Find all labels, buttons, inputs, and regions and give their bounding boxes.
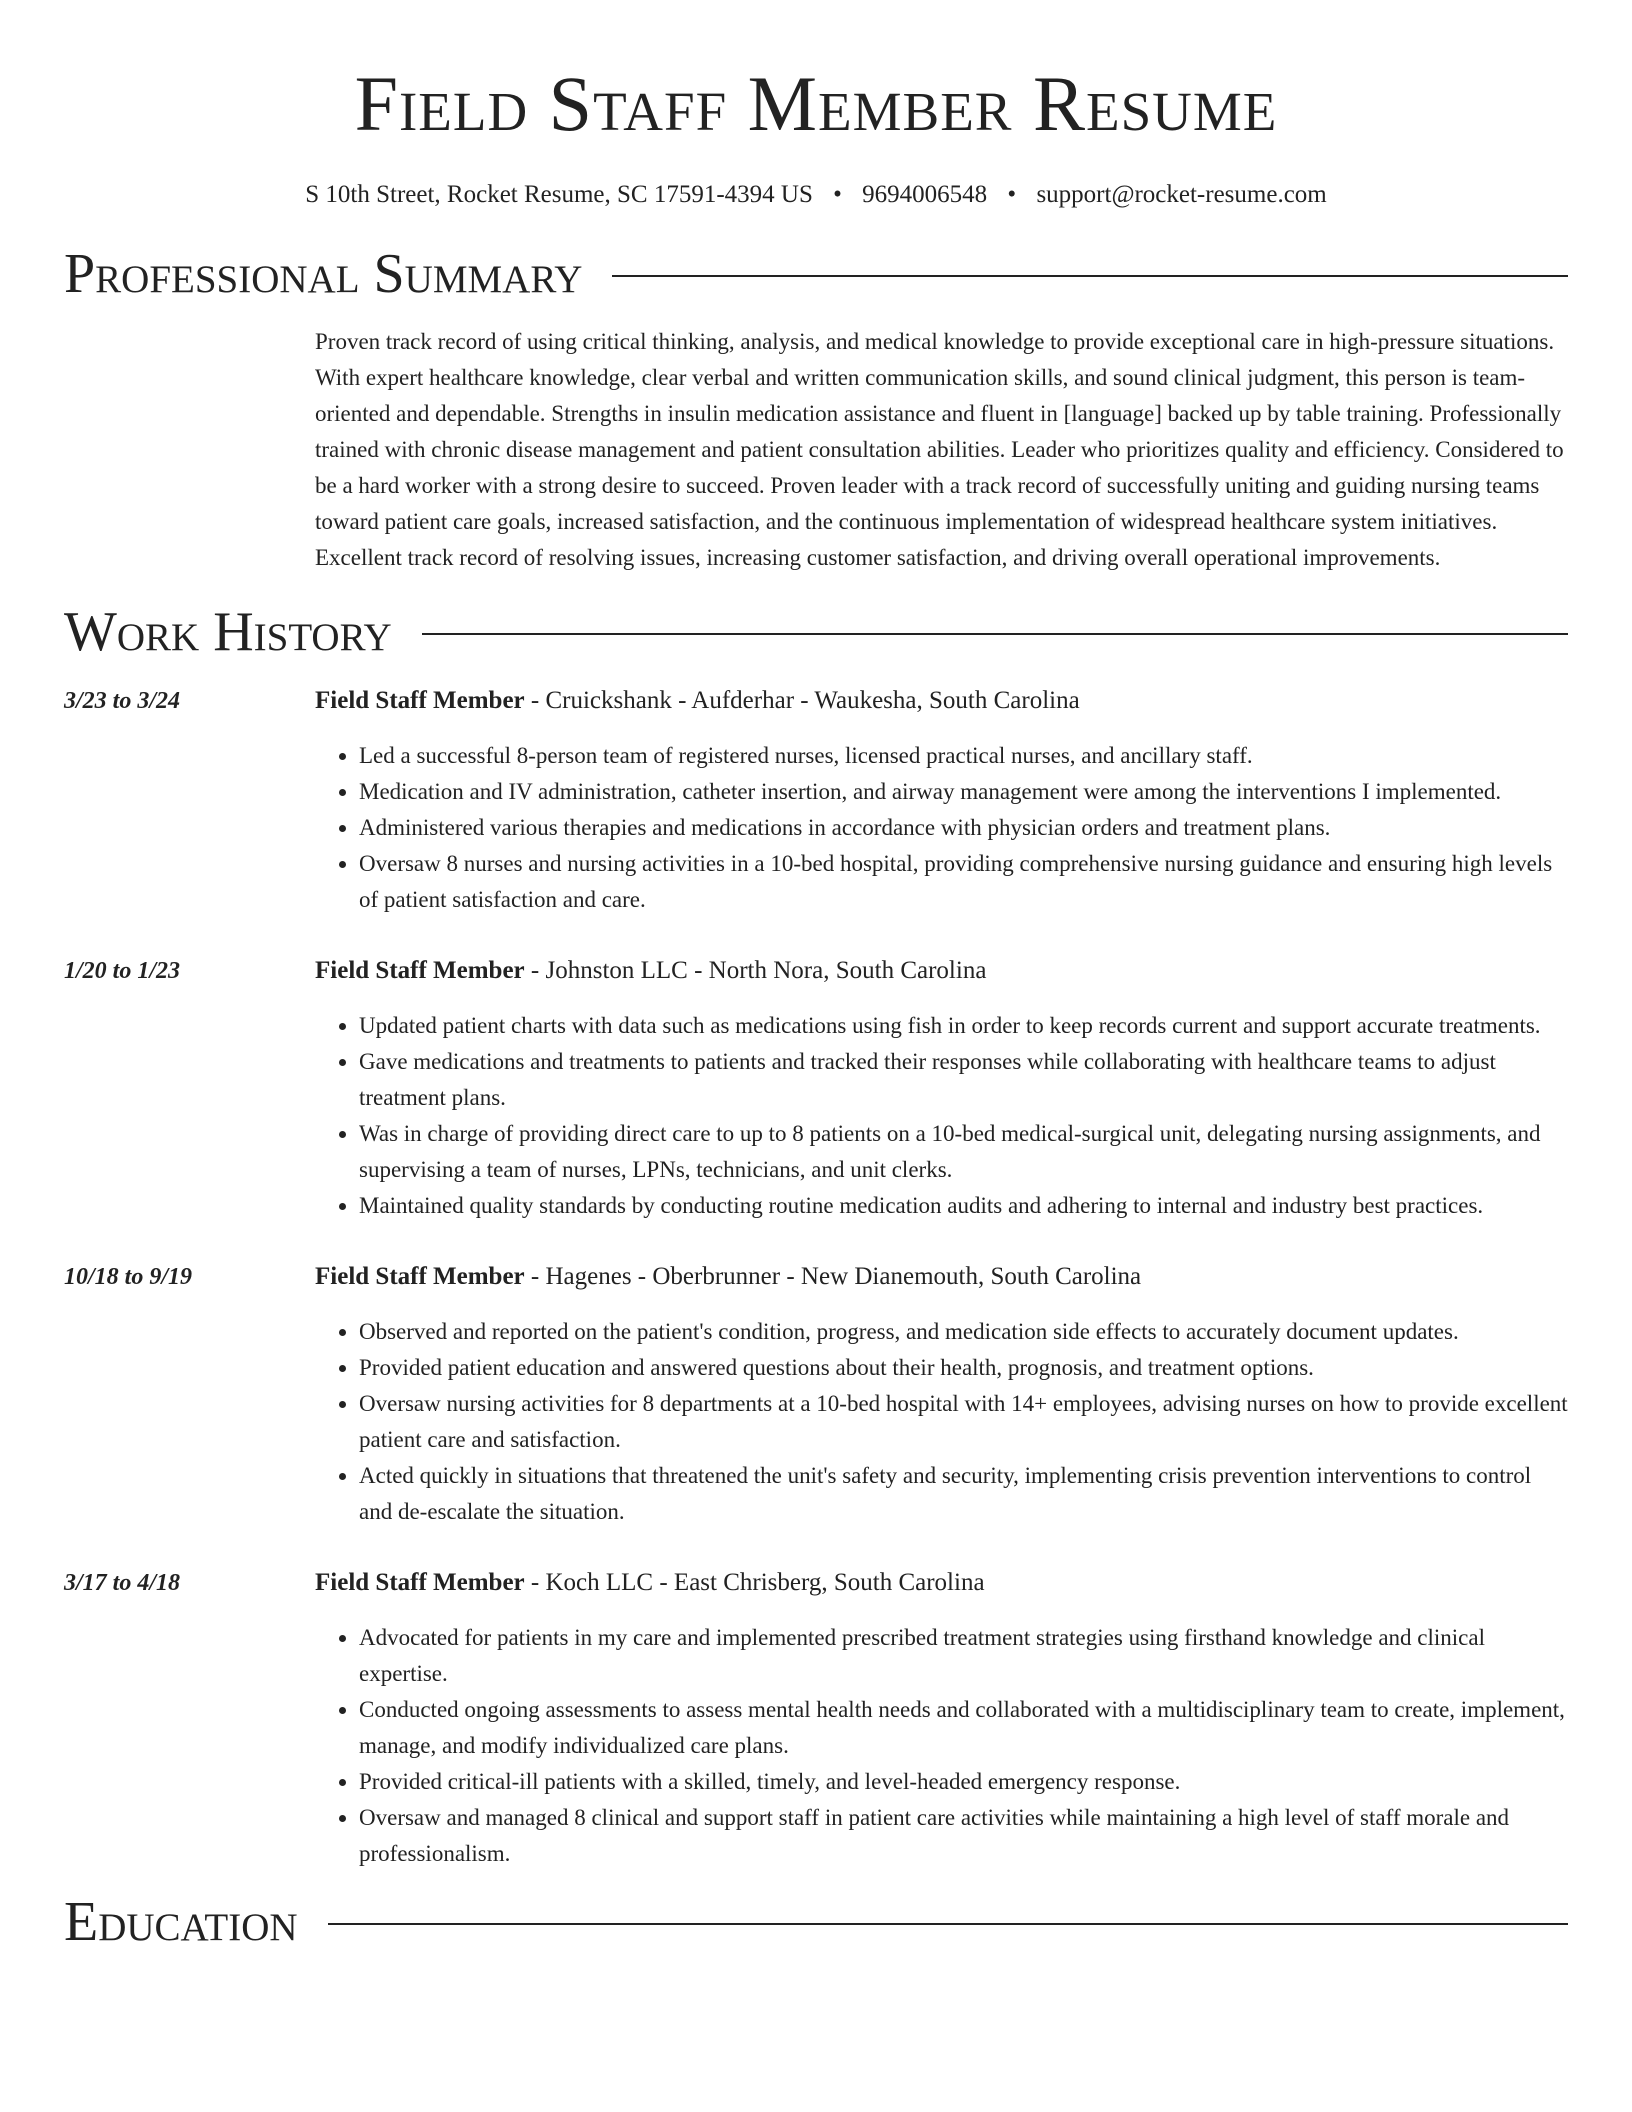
job-bullet: • Led a successful 8-person team of registered nurses, licensed practical nurses, and ancillary staff. [359,738,1568,774]
job-bullet: • Provided critical-ill patients with a skilled, timely, and level-headed emergency response. [359,1764,1568,1800]
job-heading [315,684,1568,718]
summary-text: Proven track record of using critical thinking, analysis, and medical knowledge to provide exceptional care in high-pressure situations. With expert healthcare knowledge, clear verbal and written communication skills, and sound clinical judgment, this person is team-oriented and dependable. Strengths in insulin medication assistance and fluent in [language] backed up by table training. Professionally trained with chronic disease management and patient consultation abilities. Leader who prioritizes quality and efficiency. Considered to be a hard worker with a strong desire to succeed. Proven leader with a track record of successfully uniting and guiding nursing teams toward patient care goals, increased satisfaction, and the continuous implementation of widespread healthcare system initiatives. Excellent track record of resolving issues, increasing customer satisfaction, and driving overall operational improvements. [315,329,1564,570]
job-bullets [315,738,1568,918]
job-dates: 3/17 to 4/18 [64,1570,181,1596]
job-bullet: • Conducted ongoing assessments to assess mental health needs and collaborated with a multidisciplinary team to create, implement, manage, and modify individualized care plans. [359,1692,1568,1764]
job-title: Field Staff Member [315,687,525,714]
job-bullets [315,1620,1568,1872]
job-dates: 3/23 to 3/24 [64,688,181,714]
job-employer-location: - Hagenes - Oberbrunner - New Dianemouth, South Carolina [524,1263,1142,1290]
job-bullets [315,1314,1568,1530]
job-entry [64,1566,1568,1872]
job-heading [315,1566,1568,1600]
section-heading-work: Work History [64,601,392,663]
work-history-list [64,684,1568,1872]
job-bullet: • Administered various therapies and medications in accordance with physician orders and treatment plans. [359,810,1568,846]
job-heading [315,954,1568,988]
contact-email: support@rocket-resume.com [1036,181,1327,208]
section-heading-education: Education [64,1891,298,1953]
section-heading-summary: Professional Summary [64,243,583,305]
job-entry [64,684,1568,918]
education-section-header [64,1892,1568,1952]
job-bullet: • Medication and IV administration, catheter insertion, and airway management were among the interventions I implemented. [359,774,1568,810]
job-employer-location: - Cruickshank - Aufderhar - Waukesha, South Carolina [524,687,1080,714]
job-title: Field Staff Member [315,1263,525,1290]
contact-line [64,180,1568,210]
job-bullet: • Oversaw 8 nurses and nursing activities in a 10-bed hospital, providing comprehensive nursing guidance and ensuring high levels of patient satisfaction and care. [359,846,1568,918]
job-bullet: • Maintained quality standards by conducting routine medication audits and adhering to internal and industry best practices. [359,1188,1568,1224]
job-bullet: • Provided patient education and answered questions about their health, prognosis, and treatment options. [359,1350,1568,1386]
section-divider [612,275,1568,277]
job-body [315,1260,1568,1530]
resume-page [64,0,1568,1952]
section-divider [422,633,1568,635]
job-title: Field Staff Member [315,1569,525,1596]
summary-section-header [64,244,1568,304]
section-divider [328,1923,1568,1925]
resume-title: Field Staff Member Resume [354,60,1278,147]
job-bullet: • Oversaw nursing activities for 8 departments at a 10-bed hospital with 14+ employees, advising nurses on how to provide excellent patient care and satisfaction. [359,1386,1568,1458]
job-heading [315,1260,1568,1294]
job-body [315,684,1568,918]
job-bullet: • Updated patient charts with data such as medications using fish in order to keep records current and support accurate treatments. [359,1008,1568,1044]
job-title: Field Staff Member [315,957,525,984]
contact-separator: • [1007,181,1017,208]
job-entry [64,1260,1568,1530]
job-bullet: • Gave medications and treatments to patients and tracked their responses while collaborating with healthcare teams to adjust treatment plans. [359,1044,1568,1116]
job-body [315,954,1568,1224]
job-bullet: • Oversaw and managed 8 clinical and support staff in patient care activities while maintaining a high level of staff morale and professionalism. [359,1800,1568,1872]
work-section-header [64,602,1568,662]
job-bullet: • Observed and reported on the patient's condition, progress, and medication side effects to accurately document updates. [359,1314,1568,1350]
job-employer-location: - Koch LLC - East Chrisberg, South Carolina [524,1569,985,1596]
job-bullet: • Advocated for patients in my care and implemented prescribed treatment strategies using firsthand knowledge and clinical expertise. [359,1620,1568,1692]
contact-separator: • [833,181,842,208]
contact-address: S 10th Street, Rocket Resume, SC 17591-4394 US [305,181,813,208]
job-body [315,1566,1568,1872]
job-dates: 10/18 to 9/19 [64,1264,193,1290]
job-entry [64,954,1568,1224]
job-bullet: • Acted quickly in situations that threatened the unit's safety and security, implementing crisis prevention interventions to control and de-escalate the situation. [359,1458,1568,1530]
contact-phone: 9694006548 [862,181,988,208]
job-bullet: • Was in charge of providing direct care to up to 8 patients on a 10-bed medical-surgical unit, delegating nursing assignments, and supervising a team of nurses, LPNs, technicians, and unit clerks. [359,1116,1568,1188]
job-dates: 1/20 to 1/23 [64,958,181,984]
job-bullets [315,1008,1568,1224]
job-employer-location: - Johnston LLC - North Nora, South Carolina [524,957,987,984]
